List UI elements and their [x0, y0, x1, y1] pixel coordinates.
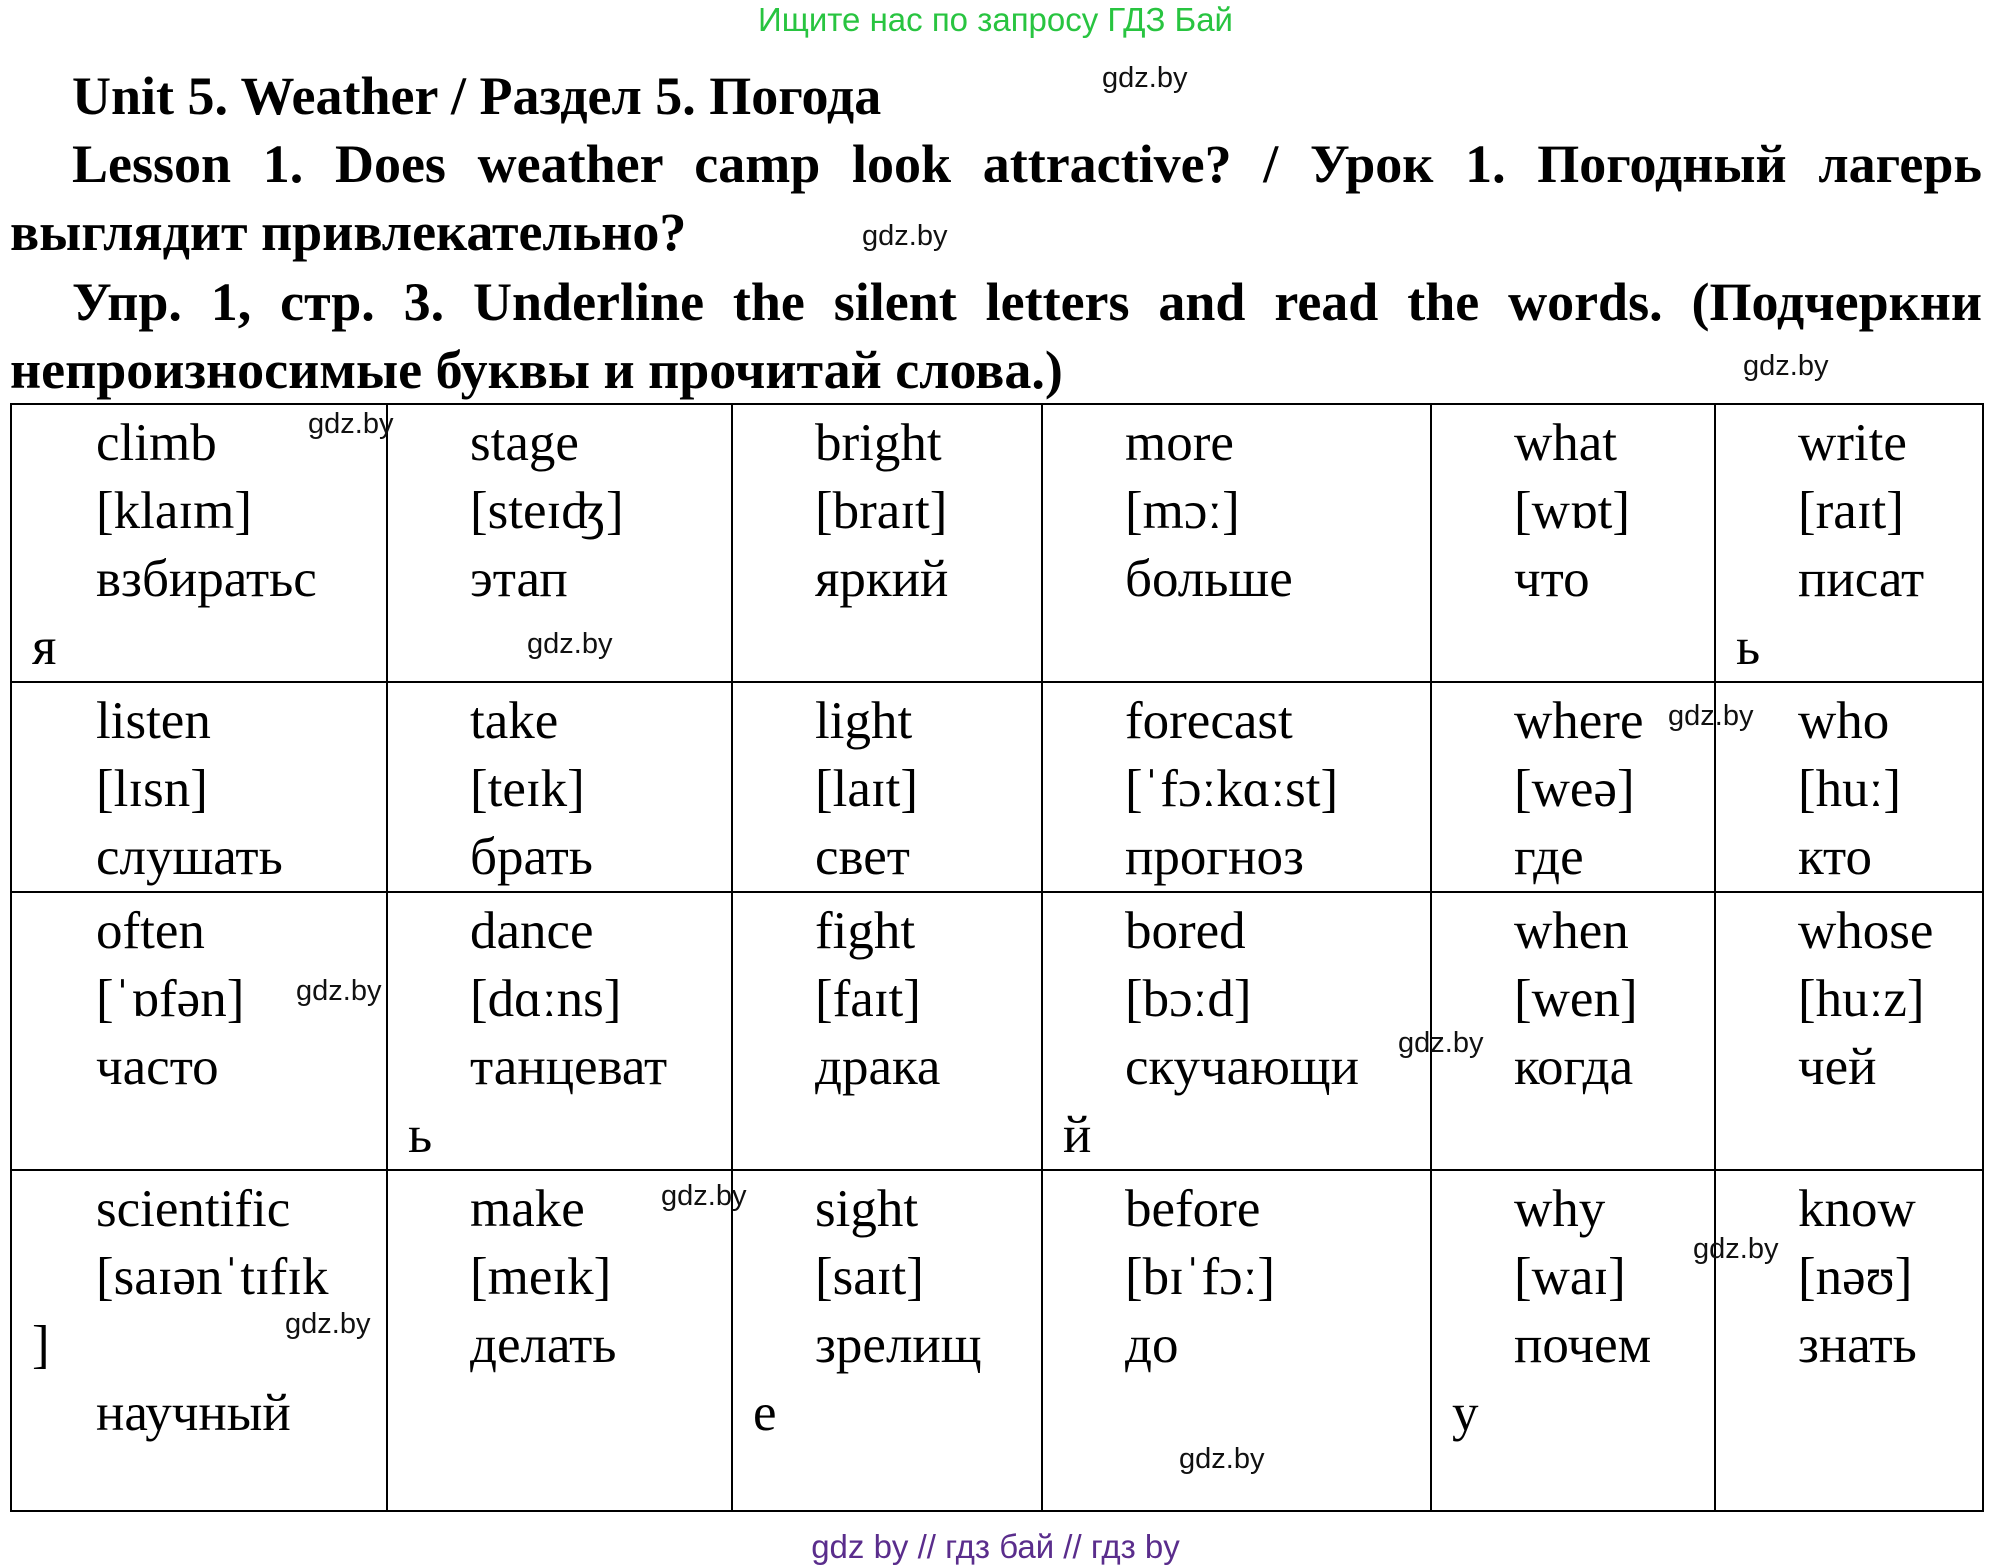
- translation: взбиратьс: [96, 550, 317, 608]
- translation: делать: [470, 1316, 617, 1374]
- translation: этап: [470, 550, 568, 608]
- transcription: [bɪˈfɔː]: [1125, 1248, 1276, 1306]
- transcription: [waɪ]: [1514, 1248, 1626, 1306]
- word-cell: [732, 404, 1042, 682]
- transcription: [ˈɒfən]: [96, 970, 245, 1028]
- table-row: [11, 404, 1983, 682]
- translation: где: [1514, 828, 1584, 886]
- translation: слушать: [96, 828, 283, 886]
- transcription: [bɔːd]: [1125, 970, 1252, 1028]
- english-word: forecast: [1125, 692, 1293, 750]
- translation: часто: [96, 1038, 219, 1096]
- english-word: write: [1798, 414, 1907, 472]
- word-cell: [387, 892, 732, 1170]
- translation: кто: [1798, 828, 1873, 886]
- watermark: gdz.by: [1743, 350, 1829, 382]
- word-cell: [732, 1170, 1042, 1511]
- transcription: [saɪənˈtɪfɪk: [96, 1248, 329, 1306]
- english-word: climb: [96, 414, 217, 472]
- vocabulary-table: [10, 403, 1984, 1512]
- exercise-instruction: Упр. 1, стр. 3. Underline the silent letters and read the words. (Подчеркни непроизносимые буквы и прочитай слова.): [10, 272, 1982, 400]
- word-cell: [732, 682, 1042, 892]
- footer-links: gdz by // гдз бай // гдз by: [811, 1528, 1180, 1565]
- english-word: bored: [1125, 902, 1246, 960]
- translation: яркий: [815, 550, 949, 608]
- word-cell: [1715, 1170, 1983, 1511]
- lesson-title: Lesson 1. Does weather camp look attractive? / Урок 1. Погодный лагерь выглядит привлекательно?: [10, 134, 1982, 262]
- translation: когда: [1514, 1038, 1634, 1096]
- watermark: gdz.by: [1693, 1233, 1779, 1265]
- english-word: take: [470, 692, 559, 750]
- table-row: [11, 892, 1983, 1170]
- transcription: [nəʊ]: [1798, 1248, 1913, 1306]
- english-word: when: [1514, 902, 1629, 960]
- word-cell: [1042, 682, 1431, 892]
- translation: драка: [815, 1038, 941, 1096]
- english-word: whose: [1798, 902, 1934, 960]
- english-word: bright: [815, 414, 942, 472]
- word-cell: [732, 892, 1042, 1170]
- translation: почем: [1514, 1316, 1652, 1374]
- translation: зрелищ: [815, 1316, 982, 1374]
- translation: танцеват: [470, 1038, 668, 1096]
- translation: скучающи: [1125, 1038, 1359, 1096]
- transcription: [huː]: [1798, 760, 1902, 818]
- english-word: what: [1514, 414, 1618, 472]
- word-cell: [11, 1170, 387, 1511]
- top-banner: Ищите нас по запросу ГДЗ Бай: [758, 1, 1233, 38]
- transcription: [mɔː]: [1125, 482, 1240, 540]
- watermark: gdz.by: [308, 408, 394, 440]
- translation: что: [1514, 550, 1590, 608]
- word-cell: [1431, 404, 1715, 682]
- watermark: gdz.by: [661, 1180, 747, 1212]
- transcription: [dɑːns]: [470, 970, 622, 1028]
- translation: писат: [1798, 550, 1925, 608]
- transcription: [saɪt]: [815, 1248, 924, 1306]
- word-cell: [387, 682, 732, 892]
- transcription: [teɪk]: [470, 760, 585, 818]
- transcription: [braɪt]: [815, 482, 948, 540]
- english-word: listen: [96, 692, 211, 750]
- translation-overflow: е: [753, 1384, 777, 1442]
- word-cell: [387, 1170, 732, 1511]
- translation: прогноз: [1125, 828, 1304, 886]
- translation: больше: [1125, 550, 1293, 608]
- watermark: gdz.by: [1179, 1443, 1265, 1475]
- translation-overflow: ь: [408, 1106, 433, 1164]
- word-cell: [1715, 404, 1983, 682]
- watermark: gdz.by: [296, 975, 382, 1007]
- transcription: [klaɪm]: [96, 482, 252, 540]
- table-row: [11, 1170, 1983, 1511]
- word-cell: [1715, 892, 1983, 1170]
- word-cell: [11, 404, 387, 682]
- translation: научный: [96, 1384, 291, 1442]
- transcription: [laɪt]: [815, 760, 918, 818]
- watermark: gdz.by: [1102, 62, 1188, 94]
- transcription: [wɒt]: [1514, 482, 1631, 540]
- watermark: gdz.by: [862, 220, 948, 252]
- english-word: before: [1125, 1180, 1261, 1238]
- translation: до: [1125, 1316, 1179, 1374]
- english-word: dance: [470, 902, 594, 960]
- translation: чей: [1798, 1038, 1877, 1096]
- english-word: where: [1514, 692, 1644, 750]
- transcription: [lɪsn]: [96, 760, 208, 818]
- transcription: [huːz]: [1798, 970, 1925, 1028]
- transcription-tail: ]: [32, 1316, 50, 1374]
- transcription: [raɪt]: [1798, 482, 1904, 540]
- english-word: light: [815, 692, 913, 750]
- english-word: know: [1798, 1180, 1916, 1238]
- watermark: gdz.by: [1398, 1027, 1484, 1059]
- english-word: who: [1798, 692, 1890, 750]
- transcription: [ˈfɔːkɑːst]: [1125, 760, 1339, 818]
- english-word: stage: [470, 414, 579, 472]
- translation: свет: [815, 828, 910, 886]
- word-cell: [1042, 892, 1431, 1170]
- word-cell: [1431, 1170, 1715, 1511]
- transcription: [steɪʤ]: [470, 482, 624, 540]
- translation: брать: [470, 828, 593, 886]
- word-cell: [11, 682, 387, 892]
- transcription: [faɪt]: [815, 970, 921, 1028]
- transcription: [wen]: [1514, 970, 1638, 1028]
- word-cell: [1042, 404, 1431, 682]
- english-word: make: [470, 1180, 585, 1238]
- translation-overflow: ь: [1736, 618, 1761, 676]
- watermark: gdz.by: [527, 628, 613, 660]
- translation-overflow: у: [1452, 1384, 1479, 1442]
- unit-title: Unit 5. Weather / Раздел 5. Погода: [72, 66, 882, 126]
- english-word: more: [1125, 414, 1234, 472]
- transcription: [weə]: [1514, 760, 1635, 818]
- english-word: scientific: [96, 1180, 291, 1238]
- transcription: [meɪk]: [470, 1248, 612, 1306]
- translation-overflow: й: [1063, 1106, 1092, 1164]
- english-word: fight: [815, 902, 916, 960]
- word-cell: [11, 892, 387, 1170]
- watermark: gdz.by: [1668, 700, 1754, 732]
- watermark: gdz.by: [285, 1308, 371, 1340]
- english-word: sight: [815, 1180, 919, 1238]
- english-word: why: [1514, 1180, 1606, 1238]
- english-word: often: [96, 902, 205, 960]
- translation: знать: [1798, 1316, 1917, 1374]
- word-cell: [1715, 682, 1983, 892]
- translation-overflow: я: [32, 618, 57, 676]
